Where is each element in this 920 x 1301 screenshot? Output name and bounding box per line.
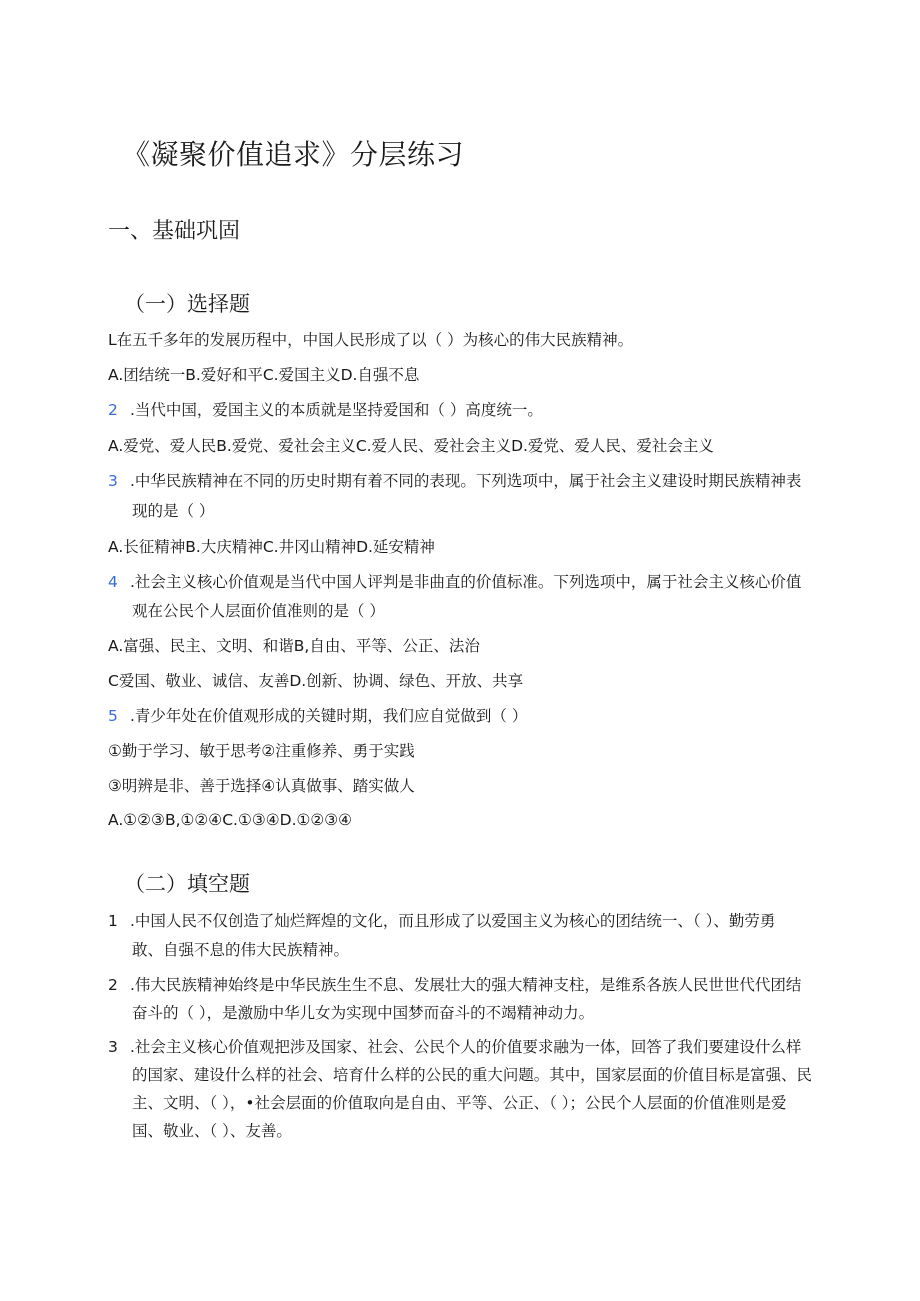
- question-5-text: .青少年处在价值观形成的关键时期，我们应自觉做到（ ）: [130, 707, 528, 725]
- question-2: [108, 401, 543, 419]
- question-2-text: .当代中国，爱国主义的本质就是坚持爱国和（ ）高度统一。: [130, 401, 543, 419]
- sub-heading-choice: （一）选择题: [124, 292, 250, 316]
- question-4-text-cont: 观在公民个人层面价值准则的是（ ）: [132, 602, 385, 620]
- question-1-options: A.团结统一B.爱好和平C.爱国主义D.自强不息: [108, 366, 420, 384]
- question-5-options: A.①②③B,①②④C.①③④D.①②③④: [108, 811, 353, 829]
- fill-question-3-text-cont-3: 国、敬业、（ ）、友善。: [132, 1122, 292, 1140]
- fill-question-1-text: .中国人民不仅创造了灿烂辉煌的文化，而且形成了以爱国主义为核心的团结统一、（ ）、勤劳勇: [130, 912, 776, 930]
- question-5: [108, 707, 527, 725]
- fill-question-3-number: 3: [108, 1038, 118, 1056]
- question-5-items-34: ③明辨是非、善于选择④认真做事、踏实做人: [108, 777, 415, 795]
- fill-question-1-text-cont: 敢、自强不息的伟大民族精神。: [132, 941, 350, 959]
- fill-question-3-text-cont-1: 的国家、建设什么样的社会、培育什么样的公民的重大问题。其中，国家层面的价值目标是富强、民: [132, 1066, 812, 1084]
- question-2-number: 2: [108, 401, 118, 419]
- fill-question-3-text: .社会主义核心价值观把涉及国家、社会、公民个人的价值要求融为一体，回答了我们要建设什么样: [130, 1038, 802, 1056]
- section-heading-basics: 一、基础巩固: [108, 219, 241, 244]
- fill-question-2-text-cont: 奋斗的（ ），是激励中华儿女为实现中国梦而奋斗的不竭精神动力。: [132, 1004, 595, 1022]
- question-3-number: 3: [108, 472, 118, 490]
- fill-question-1: [108, 912, 775, 930]
- question-5-items-12: ①勤于学习、敏于思考②注重修养、勇于实践: [108, 742, 415, 760]
- question-3-options: A.长征精神B.大庆精神C.井冈山精神D.延安精神: [108, 538, 435, 556]
- question-4-options-ab: A.富强、民主、文明、和谐B,自由、平等、公正、法治: [108, 637, 480, 655]
- fill-question-2-number: 2: [108, 976, 118, 994]
- sub-heading-fill: （二）填空题: [124, 872, 250, 896]
- question-2-options: A.爱党、爱人民B.爱党、爱社会主义C.爱人民、爱社会主义D.爱党、爱人民、爱社会主义: [108, 437, 714, 455]
- fill-question-3-text-cont-2: 主、文明、（ ），•社会层面的价值取向是自由、平等、公正、（ ）；公民个人层面的价值准则是爱: [132, 1094, 787, 1112]
- question-4-text: .社会主义核心价值观是当代中国人评判是非曲直的价值标准。下列选项中，属于社会主义核心价值: [130, 573, 802, 591]
- fill-question-2: [108, 976, 801, 994]
- question-4-number: 4: [108, 573, 118, 591]
- question-1-text: L在五千多年的发展历程中，中国人民形成了以（ ）为核心的伟大民族精神。: [108, 331, 634, 349]
- fill-question-3: [108, 1038, 801, 1056]
- question-4-options-cd: C爱国、敬业、诚信、友善D.创新、协调、绿色、开放、共享: [108, 672, 524, 690]
- question-5-number: 5: [108, 707, 118, 725]
- question-3-text: .中华民族精神在不同的历史时期有着不同的表现。下列选项中，属于社会主义建设时期民族精神表: [130, 472, 802, 490]
- question-4: [108, 573, 801, 591]
- fill-question-1-number: 1: [108, 912, 118, 930]
- fill-question-2-text: .伟大民族精神始终是中华民族生生不息、发展壮大的强大精神支柱，是维系各族人民世世代代团结: [130, 976, 802, 994]
- question-3-text-cont: 现的是（ ）: [132, 502, 215, 520]
- page-title: 《凝聚价值追求》分层练习: [122, 138, 465, 171]
- question-3: [108, 472, 801, 490]
